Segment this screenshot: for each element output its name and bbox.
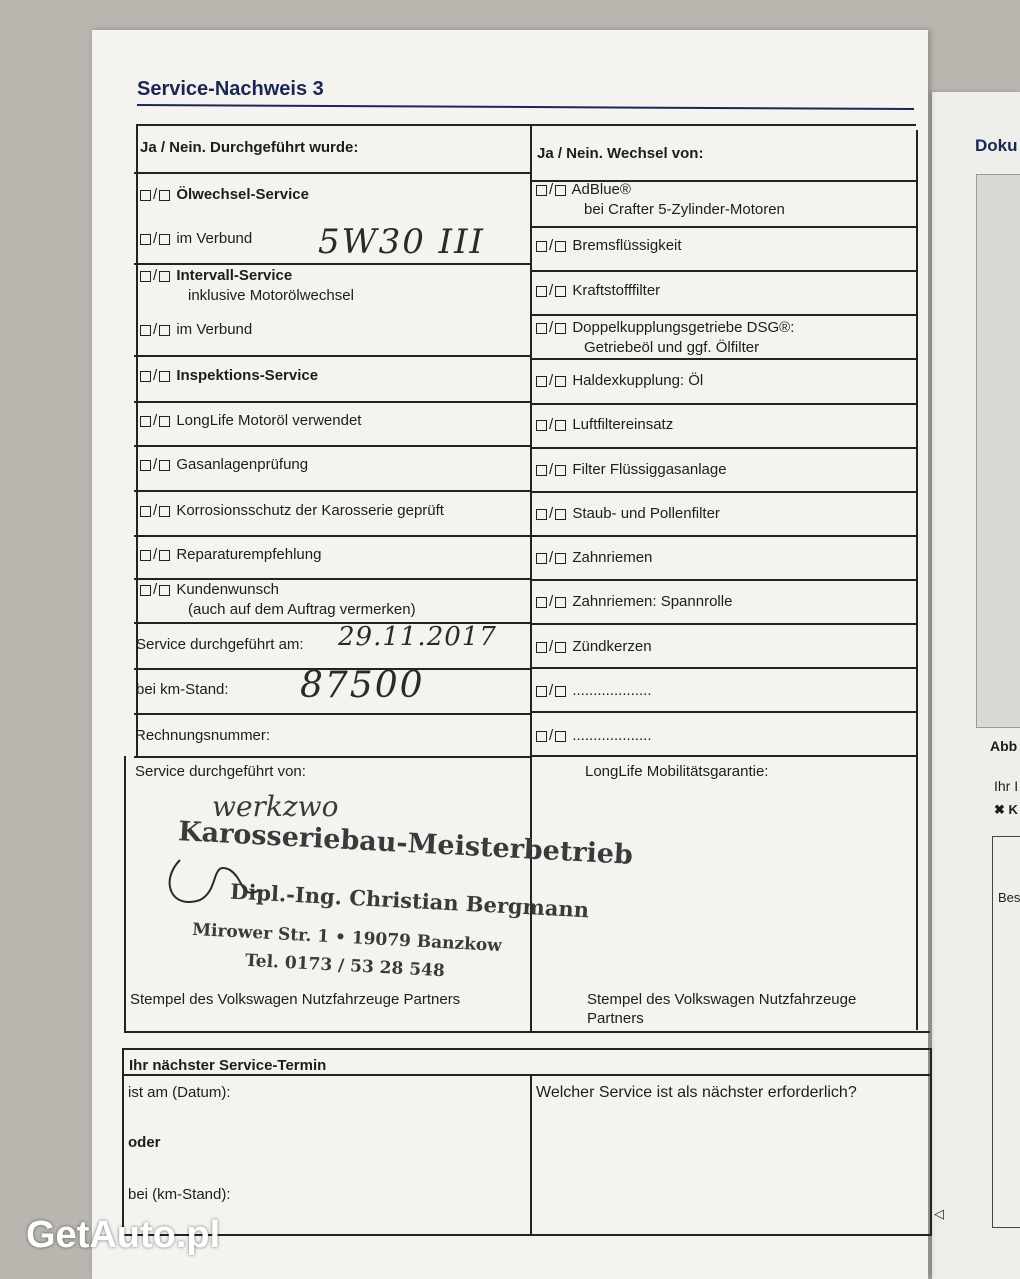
yes-no-checkboxes[interactable]: / (534, 372, 568, 389)
signature (160, 840, 270, 920)
table-column-divider (530, 1074, 532, 1234)
stamp-address: Mirower Str. 1 • 19079 Banzkow (191, 919, 503, 957)
item-label: Haldexkupplung: Öl (568, 372, 704, 389)
yes-no-checkboxes[interactable]: / (534, 319, 568, 336)
item-label: Zahnriemen: Spannrolle (568, 593, 733, 610)
yes-no-checkboxes[interactable]: / (534, 461, 568, 478)
item-label: Intervall-Service (172, 267, 293, 284)
right-page-title: Doku (975, 136, 1018, 155)
next-service-header: Ihr nächster Service-Termin (129, 1057, 327, 1074)
yes-no-checkboxes[interactable]: / (138, 367, 172, 384)
yes-no-checkboxes[interactable]: / (534, 505, 568, 522)
right-service-item-4 (534, 371, 703, 390)
table-row-divider (134, 490, 532, 492)
item-label: Zündkerzen (568, 638, 652, 655)
right-page-table-label: Bes (998, 890, 1020, 905)
item-label: Zahnriemen (568, 549, 653, 566)
left-service-item-9 (138, 580, 279, 599)
table-row-divider (134, 172, 532, 174)
item-label: LongLife Motoröl verwendet (172, 412, 362, 429)
left-service-item-3 (138, 320, 252, 339)
next-date-label: ist am (Datum): (128, 1084, 231, 1101)
table-column-divider (136, 124, 138, 756)
right-service-item-2 (534, 281, 660, 300)
yes-no-checkboxes[interactable]: / (138, 546, 172, 563)
item-label: Korrosionsschutz der Karosserie geprüft (172, 502, 444, 519)
item-label: Bremsflüssigkeit (568, 237, 682, 254)
service-date-handwriting: 29.11.2017 (338, 622, 497, 652)
table-row-divider (122, 1234, 932, 1236)
item-label: Kraftstofffilter (568, 282, 661, 299)
stamp-phone: Tel. 0173 / 53 28 548 (244, 950, 446, 982)
table-row-divider (530, 755, 918, 757)
item-label: Luftfiltereinsatz (568, 416, 674, 433)
next-or-label: oder (128, 1134, 161, 1151)
stamp-owner: Dipl.-Ing. Christian Bergmann (229, 878, 590, 923)
left-service-item-1 (138, 229, 252, 248)
yes-no-checkboxes[interactable]: / (534, 593, 568, 610)
yes-no-checkboxes[interactable]: / (138, 456, 172, 473)
yes-no-checkboxes[interactable]: / (138, 267, 172, 284)
item-label: Reparaturempfehlung (172, 546, 322, 563)
invoice-label: Rechnungsnummer: (135, 727, 271, 744)
oil-type-handwriting: 5W30 III (318, 222, 485, 262)
right-page-text: Ihr I (994, 778, 1019, 794)
table-row-divider (134, 263, 532, 265)
item-sublabel: bei Crafter 5-Zylinder-Motoren (584, 201, 785, 218)
table-row-divider (134, 756, 532, 758)
table-row-divider (530, 447, 918, 449)
yes-no-checkboxes[interactable]: / (534, 638, 568, 655)
left-service-item-5 (138, 411, 361, 430)
table-row-divider (134, 445, 532, 447)
table-row-divider (136, 124, 916, 126)
table-row-divider (134, 713, 532, 715)
item-label: Doppelkupplungsgetriebe DSG®: (568, 319, 795, 336)
yes-no-checkboxes[interactable]: / (534, 237, 568, 254)
yes-no-checkboxes[interactable]: / (138, 581, 172, 598)
table-row-divider (122, 1048, 932, 1050)
item-label: Ölwechsel-Service (172, 186, 309, 203)
table-row-divider (134, 355, 532, 357)
left-column-header: Ja / Nein. Durchgeführt wurde: (140, 139, 359, 156)
table-row-divider (530, 314, 918, 316)
left-service-item-2 (138, 266, 292, 285)
right-service-item-10 (534, 637, 652, 656)
item-sublabel: inklusive Motorölwechsel (188, 287, 354, 304)
stamp-business-type: Karosseriebau-Meisterbetrieb (177, 816, 634, 871)
table-row-divider (530, 711, 918, 713)
table-column-divider (930, 1048, 932, 1234)
left-service-item-7 (138, 501, 444, 520)
performed-by-label: Service durchgeführt von: (135, 763, 306, 780)
right-page (932, 92, 1020, 1279)
left-service-item-0 (138, 185, 309, 204)
yes-no-checkboxes[interactable]: / (138, 186, 172, 203)
right-service-item-7 (534, 504, 720, 523)
left-service-item-6 (138, 455, 308, 474)
next-km-label: bei (km-Stand): (128, 1186, 231, 1203)
table-row-divider (124, 1031, 930, 1033)
right-service-item-9 (534, 592, 732, 611)
item-label: im Verbund (172, 230, 253, 247)
right-service-item-8 (534, 548, 652, 567)
right-column-header: Ja / Nein. Wechsel von: (537, 145, 704, 162)
mobility-guarantee-label: LongLife Mobilitätsgarantie: (585, 763, 769, 780)
yes-no-checkboxes[interactable]: / (534, 549, 568, 566)
yes-no-checkboxes[interactable]: / (138, 230, 172, 247)
table-row-divider (530, 667, 918, 669)
yes-no-checkboxes[interactable]: / (138, 412, 172, 429)
right-page-caption: Abb (990, 738, 1018, 754)
pencil-mark: ◁ (934, 1206, 944, 1221)
item-label: Staub- und Pollenfilter (568, 505, 720, 522)
item-label: Filter Flüssiggasanlage (568, 461, 727, 478)
item-sublabel: (auch auf dem Auftrag vermerken) (188, 601, 416, 618)
item-label: im Verbund (172, 321, 253, 338)
yes-no-checkboxes[interactable]: / (534, 727, 568, 744)
table-row-divider (530, 535, 918, 537)
yes-no-checkboxes[interactable]: / (138, 321, 172, 338)
next-service-which-label: Welcher Service ist als nächster erforderlich? (536, 1084, 857, 1101)
watermark-logo: GetAuto.pl (26, 1214, 221, 1256)
yes-no-checkboxes[interactable]: / (534, 282, 568, 299)
right-page-figure (976, 174, 1020, 728)
table-row-divider (530, 226, 918, 228)
km-handwriting: 87500 (300, 665, 425, 706)
table-row-divider (530, 358, 918, 360)
right-service-item-0 (534, 180, 631, 199)
yes-no-checkboxes[interactable]: / (534, 416, 568, 433)
left-service-item-4 (138, 366, 318, 385)
table-row-divider (530, 270, 918, 272)
item-label: Inspektions-Service (172, 367, 319, 384)
item-sublabel: Getriebeöl und ggf. Ölfilter (584, 339, 760, 356)
right-service-item-5 (534, 415, 673, 434)
table-column-divider (124, 756, 126, 1032)
item-label: ................... (568, 727, 652, 744)
table-row-divider (134, 401, 532, 403)
item-label: AdBlue® (568, 181, 631, 198)
right-service-item-11 (534, 681, 652, 700)
item-label: ................... (568, 682, 652, 699)
service-date-label: Service durchgeführt am: (136, 636, 304, 653)
stamp-label-right: Stempel des Volkswagen Nutzfahrzeuge Partners (587, 991, 857, 1027)
table-row-divider (530, 491, 918, 493)
yes-no-checkboxes[interactable]: / (138, 502, 172, 519)
km-label: bei km-Stand: (136, 681, 229, 698)
stamp-label-left: Stempel des Volkswagen Nutzfahrzeuge Partners (130, 991, 461, 1008)
item-label: Kundenwunsch (172, 581, 279, 598)
right-service-item-6 (534, 460, 727, 479)
right-service-item-3 (534, 318, 794, 337)
right-service-item-12 (534, 726, 652, 745)
table-row-divider (134, 535, 532, 537)
table-row-divider (530, 623, 918, 625)
yes-no-checkboxes[interactable]: / (534, 682, 568, 699)
item-label: Gasanlagenprüfung (172, 456, 309, 473)
right-page-checkbox: ✖ K (994, 802, 1018, 817)
yes-no-checkboxes[interactable]: / (534, 181, 568, 198)
stamp-company: werkzwo (212, 790, 339, 823)
right-service-item-1 (534, 236, 682, 255)
table-column-divider (122, 1048, 124, 1234)
table-row-divider (530, 403, 918, 405)
page-title: Service-Nachweis 3 (137, 78, 324, 100)
table-row-divider (530, 579, 918, 581)
left-service-item-8 (138, 545, 321, 564)
